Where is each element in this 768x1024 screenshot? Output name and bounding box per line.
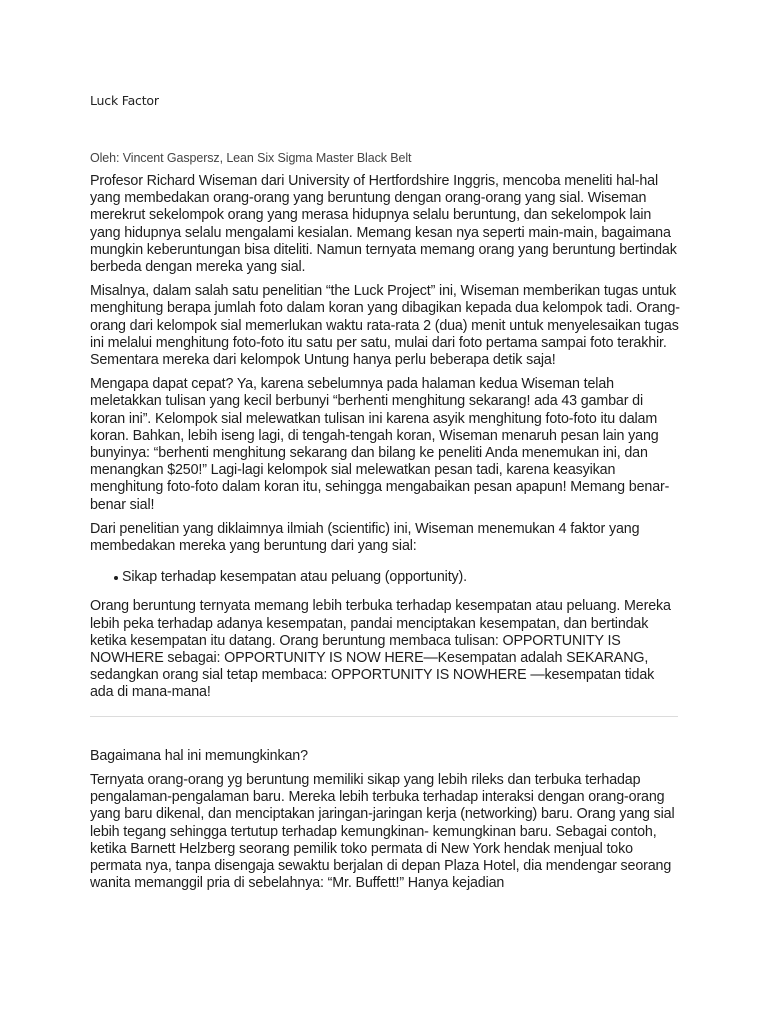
author-byline: Oleh: Vincent Gaspersz, Lean Six Sigma Master Black Belt: [90, 151, 412, 165]
paragraph-luck-project: Misalnya, dalam salah satu penelitian “the Luck Project” ini, Wiseman memberikan tugas untuk menghitung berapa jumlah foto dalam koran yang dibagikan kepada dua kelompok tadi. Orang-orang dari kelompok sial memerlukan waktu rata-rata 2 (dua) menit untuk menyelesaikan tugas ini melalui menghitung foto-foto itu satu per satu, mulai dari foto pertama sampai foto terakhir. Sementara mereka dari kelompok Untung hanya perlu beberapa detik saja!: [90, 283, 680, 369]
paragraph-intro: Profesor Richard Wiseman dari University of Hertfordshire Inggris, mencoba meneliti hal-hal yang membedakan orang-orang yang beruntung dengan orang-orang yang sial. Wiseman merekrut sekelompok orang yang merasa hidupnya selalu beruntung, dan sekelompok lain yang hidupnya selalu mengalami kesialan. Memang kesan nya seperti main-main, bagaimana mungkin keberuntungan bisa diteliti. Namun ternyata memang orang yang beruntung bertindak berbeda dengan mereka yang sial.: [90, 173, 677, 276]
section-divider: [90, 716, 678, 717]
list-item: [90, 569, 680, 586]
paragraph-four-factors: Dari penelitian yang diklaimnya ilmiah (scientific) ini, Wiseman menemukan 4 faktor yang membedakan mereka yang beruntung dari yang sial:: [90, 520, 640, 555]
paragraph-opportunity: Orang beruntung ternyata memang lebih terbuka terhadap kesempatan atau peluang. Mereka lebih peka terhadap adanya kesempatan, pandai menciptakan kesempatan, dan bertindak ketika kesempatan itu datang. Orang beruntung membaca tulisan: OPPORTUNITY IS NOWHERE sebagai: OPPORTUNITY IS NOW HERE—Kesempatan adalah SEKARANG, sedangkan orang sial tetap membaca: OPPORTUNITY IS NOWHERE —kesempatan tidak ada di mana-mana!: [90, 598, 671, 701]
bullet-icon: [114, 576, 118, 580]
list-item-text: Sikap terhadap kesempatan atau peluang (opportunity).: [122, 569, 467, 586]
document-body: [90, 173, 680, 899]
factor-list: [90, 569, 680, 586]
document-title: Luck Factor: [90, 93, 159, 108]
paragraph-why-fast: Mengapa dapat cepat? Ya, karena sebelumnya pada halaman kedua Wiseman telah meletakkan tulisan yang kecil berbunyi “berhenti menghitung sekarang! ada 43 gambar di koran ini”. Kelompok sial melewatkan tulisan ini karena asyik menghitung foto-foto itu dalam koran. Bahkan, lebih iseng lagi, di tengah-tengah koran, Wiseman menaruh pesan lain yang bunyinya: “berhenti menghitung sekarang dan bilang ke peneliti Anda menemukan ini, dan menangkan $250!” Lagi-lagi kelompok sial melewatkan pesan tadi, karena keasyikan menghitung foto-foto dalam koran itu, sehingga mengabaikan pesan apapun! Memang benar-benar sial!: [90, 376, 670, 513]
paragraph-explanation: Ternyata orang-orang yg beruntung memiliki sikap yang lebih rileks dan terbuka terhadap pengalaman-pengalaman baru. Mereka lebih terbuka terhadap interaksi dengan orang-orang yang baru dikenal, dan menciptakan jaringan-jaringan kerja (networking) baru. Orang yang sial lebih tegang sehingga tertutup terhadap kemungkinan- kemungkinan baru. Sebagai contoh, ketika Barnett Helzberg seorang pemilik toko permata di New York hendak menjual toko permata nya, tanpa disengaja sewaktu berjalan di depan Plaza Hotel, dia mendengar seorang wanita memanggil pria di sebelahnya: “Mr. Buffett!” Hanya kejadian: [90, 771, 675, 892]
section-heading: Bagaimana hal ini memungkinkan?: [90, 747, 308, 764]
